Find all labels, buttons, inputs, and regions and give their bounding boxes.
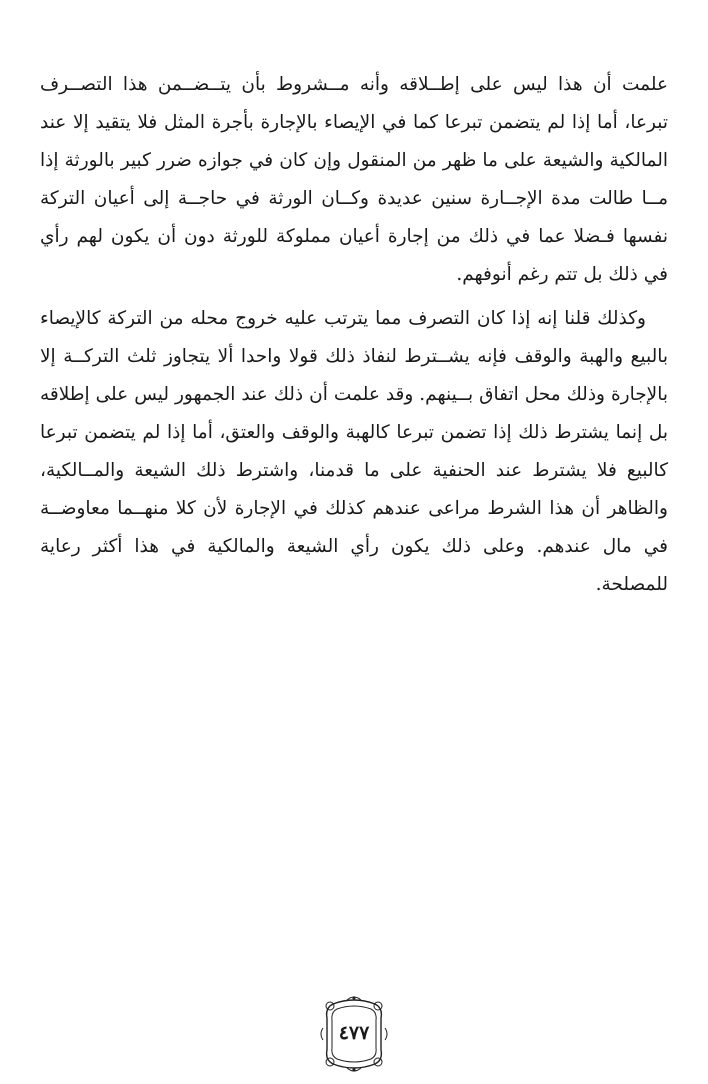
page-number-ornament bbox=[319, 994, 389, 1074]
body-text bbox=[40, 66, 668, 604]
paragraph-2: وكذلك قلنا إنه إذا كان التصرف مما يترتب عليه خروج محله من التركة كالإيصاء بالبيع والهبة والوقف فإنه يشــترط لنفاذ ذلك قولا واحدا ألا يتجاوز ثلث التركــة إلا بالإجارة وذلك محل اتفاق بــينهم. وقد علمت أن ذلك عند الجمهور ليس على إطلاقه بل إنما يشترط ذلك إذا تضمن تبرعا كالهبة والوقف والعتق، أما إذا لم يتضمن تبرعا كالبيع فلا يشترط عند الحنفية على ما قدمنا، واشترط ذلك الشيعة والمــالكية، والظاهر أن هذا الشرط مراعى عندهم كذلك في الإجارة لأن كلا منهــما معاوضــة في مال عندهم. وعلى ذلك يكون رأي الشيعة والمالكية في هذا أكثر رعاية للمصلحة. bbox=[40, 308, 668, 595]
page-number: ٤٧٧ bbox=[338, 1022, 370, 1044]
paragraph-1: علمت أن هذا ليس على إطــلاقه وأنه مــشروط بأن يتــضــمن هذا التصــرف تبرعا، أما إذا لم يتضمن تبرعا كما في الإيصاء بالإجارة بأجرة المثل فلا يتقيد إلا عند المالكية والشيعة على ما ظهر من المنقول وإن كان في جوازه ضرر كبير بالورثة إذا مــا طالت مدة الإجــارة سنين عديدة وكــان الورثة في حاجــة إلى أعيان التركة نفسها فـضلا عما في ذلك من إجارة أعيان مملوكة للورثة دون أن يكون لهم رأي في ذلك بل تتم رغم أنوفهم. bbox=[40, 74, 668, 285]
